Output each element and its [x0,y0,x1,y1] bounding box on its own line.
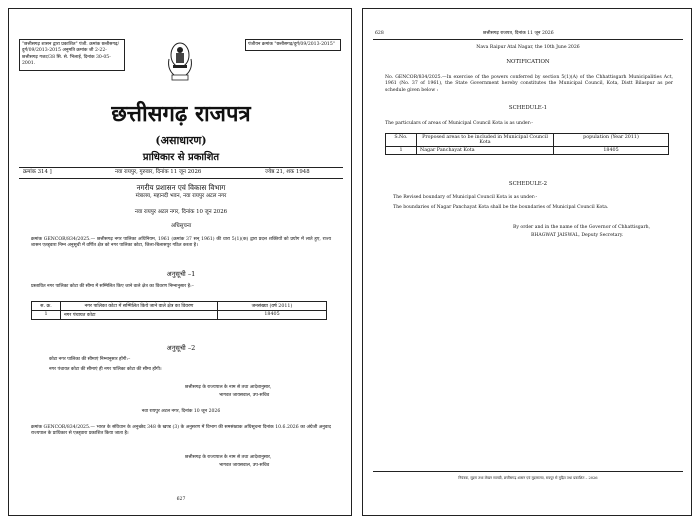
table-header-cell: population (Year 2011) [554,134,669,147]
table-header-cell: S.No. [386,134,417,147]
department-title: नगरीय प्रशासन एवं विकास विभाग [136,183,226,192]
header-right-box: पंजीयन क्रमांक "छत्तीसगढ़/दुर्ग/09/2013-2015" [245,39,341,51]
issue-saka: ज्येष्ठ 21, शक 1948 [265,169,310,175]
notification-paragraph-en: No. GENCOR/834/2025.—In exercise of the powers conferred by section 5(1)(A) of the Chhattisgarh Municipalities Act, 1961 (No. 37 of 1961), the State Government hereby constitutes the Municipal Council, Kota, Distt Bilaspur as per schedule given below : [385,75,673,93]
signature-1-line-1: छत्तीसगढ़ के राज्यपाल के नाम से तथा आदेशानुसार, [185,385,272,390]
schedule-2-line-2-en: The boundaries of Nagar Panchayat Kota shall be the boundaries of Municipal Council Kota. [393,205,609,210]
table-cell: 18405 [554,147,669,155]
notification-paragraph-1: क्रमांक GENCOR/834/2025.— छत्तीसगढ़ नगर पालिका अधिनियम, 1961 (क्रमांक 37 सन् 1961) की धारा 5(1)(क) द्वारा प्रदत्त शक्तियों को प्रयोग में लाते हुए, राज्य शासन एतद्द्वारा निम्न अनुसूची में वर्णित क्षेत्र को नगर पालिका कोटा, जिला-बिलासपुर गठित करता है। [31,237,331,249]
gazette-title: छत्तीसगढ़ राजपत्र [111,101,251,127]
table-cell: नगर पंचायत कोटा [61,311,218,320]
schedule-2-line-1-en: The Revised boundary of Municipal Council Kota is as under:- [393,195,538,200]
table-header-row [32,302,327,311]
issue-number: क्रमांक 314 ] [23,169,52,175]
extraordinary-label: (असाधारण) [155,134,207,147]
state-emblem-icon [165,41,195,83]
schedule-2-line-1: कोटा नगर पालिका की सीमाएं निम्नानुसार होंगी:– [49,357,131,362]
signature-2-line-2: भागवत जायसवाल, उप-सचिव [219,463,270,468]
signature-1-line-2: भागवत जायसवाल, उप-सचिव [219,393,270,398]
page-number-right: 628 [375,31,384,36]
schedule-1-intro-en: The particulars of areas of Municipal Council Kota is as under:- [385,121,533,126]
table-cell: 18405 [218,311,327,320]
running-head: छत्तीसगढ़ राजपत्र, दिनांक 11 जून 2026 [483,31,554,36]
schedule-1-table-en [385,133,669,155]
signature-2-line-1: छत्तीसगढ़ के राज्यपाल के नाम से तथा आदेशानुसार, [185,455,272,460]
place-date-1: नवा रायपुर अटल नगर, दिनांक 10 जून 2026 [134,209,228,215]
notification-paragraph-2: क्रमांक GENCOR/834/2025.— भारत के संविधान के अनुच्छेद 348 के खण्ड (3) के अनुसरण में विभाग की समसंख्यक अधिसूचना दिनांक 10.6.2026 का अंग्रेजी अनुवाद राज्यपाल के प्राधिकार से एतद्द्वारा प्रकाशित किया जाता है। [31,425,331,437]
table-cell: Nagar Panchayat Kota [417,147,554,155]
table-header-cell: जनसंख्या (वर्ष 2011) [218,302,327,311]
notification-title-en: NOTIFICATION [506,59,550,65]
schedule-1-heading-en: SCHEDULE-1 [508,105,548,111]
signature-line-2-en: BHAGWAT JAISWAL, Deputy Secretary. [531,233,624,238]
table-row [386,147,669,155]
authority-label: प्राधिकार से प्रकाशित [142,152,220,163]
schedule-1-intro: प्रस्तावित नगर पालिका कोटा की सीमा में सम्मिलित किए जाने वाले क्षेत्र का विवरण निम्नानुसार है:– [31,284,194,289]
department-address: मंत्रालय, महानदी भवन, नवा रायपुर अटल नगर [135,193,227,199]
header-left-box: "छत्तीसगढ़ शासन द्वारा प्रकाशित" पंजी. क्रमांक छत्तीसगढ़/दुर्ग/09/2013-2015 अनुमति क्रमांक जी 2-22-छत्तीसगढ़ गजट/38 सि. से. भिलाई, दिनांक 30-05-2001. [19,39,125,71]
printer-footer: नियंत्रक, मुद्रण तथा लेखन सामग्री, छत्तीसगढ़ शासन एवं मुद्रणालय, रायपुर से मुद्रित तथा प्रकाशित – 2026 [458,476,598,480]
right-page [362,8,692,516]
table-header-row [386,134,669,147]
notification-title-hi: अधिसूचना [170,223,192,229]
schedule-2-line-2: नगर पंचायत कोटा की सीमाएं ही नगर पालिका कोटा की सीमा होंगी। [49,367,162,372]
schedule-2-heading: अनुसूची –2 [166,344,196,352]
table-cell: 1 [32,311,61,320]
issue-date: नवा रायपुर, गुरुवार, दिनांक 11 जून 2026 [115,169,202,175]
signature-line-1-en: By order and in the name of the Governor of Chhattisgarh, [513,225,651,230]
schedule-1-table [31,301,327,320]
table-header-cell: स. क्र. [32,302,61,311]
table-header-cell: Proposed areas to be included in Municipal Council Kota [417,134,554,147]
page-number-left: 627 [176,497,186,502]
left-page [8,8,352,516]
table-cell: 1 [386,147,417,155]
place-date-2: नवा रायपुर अटल नगर, दिनांक 10 जून 2026 [141,409,221,414]
table-header-cell: नगर पालिका कोटा में सम्मिलित किये जाने वाले क्षेत्र का विवरण [61,302,218,311]
schedule-1-heading: अनुसूची –1 [166,270,196,278]
place-date-en: Nava Raipur Atal Nagar, the 10th June 2026 [476,45,580,50]
schedule-2-heading-en: SCHEDULE-2 [508,181,548,187]
table-row [32,311,327,320]
